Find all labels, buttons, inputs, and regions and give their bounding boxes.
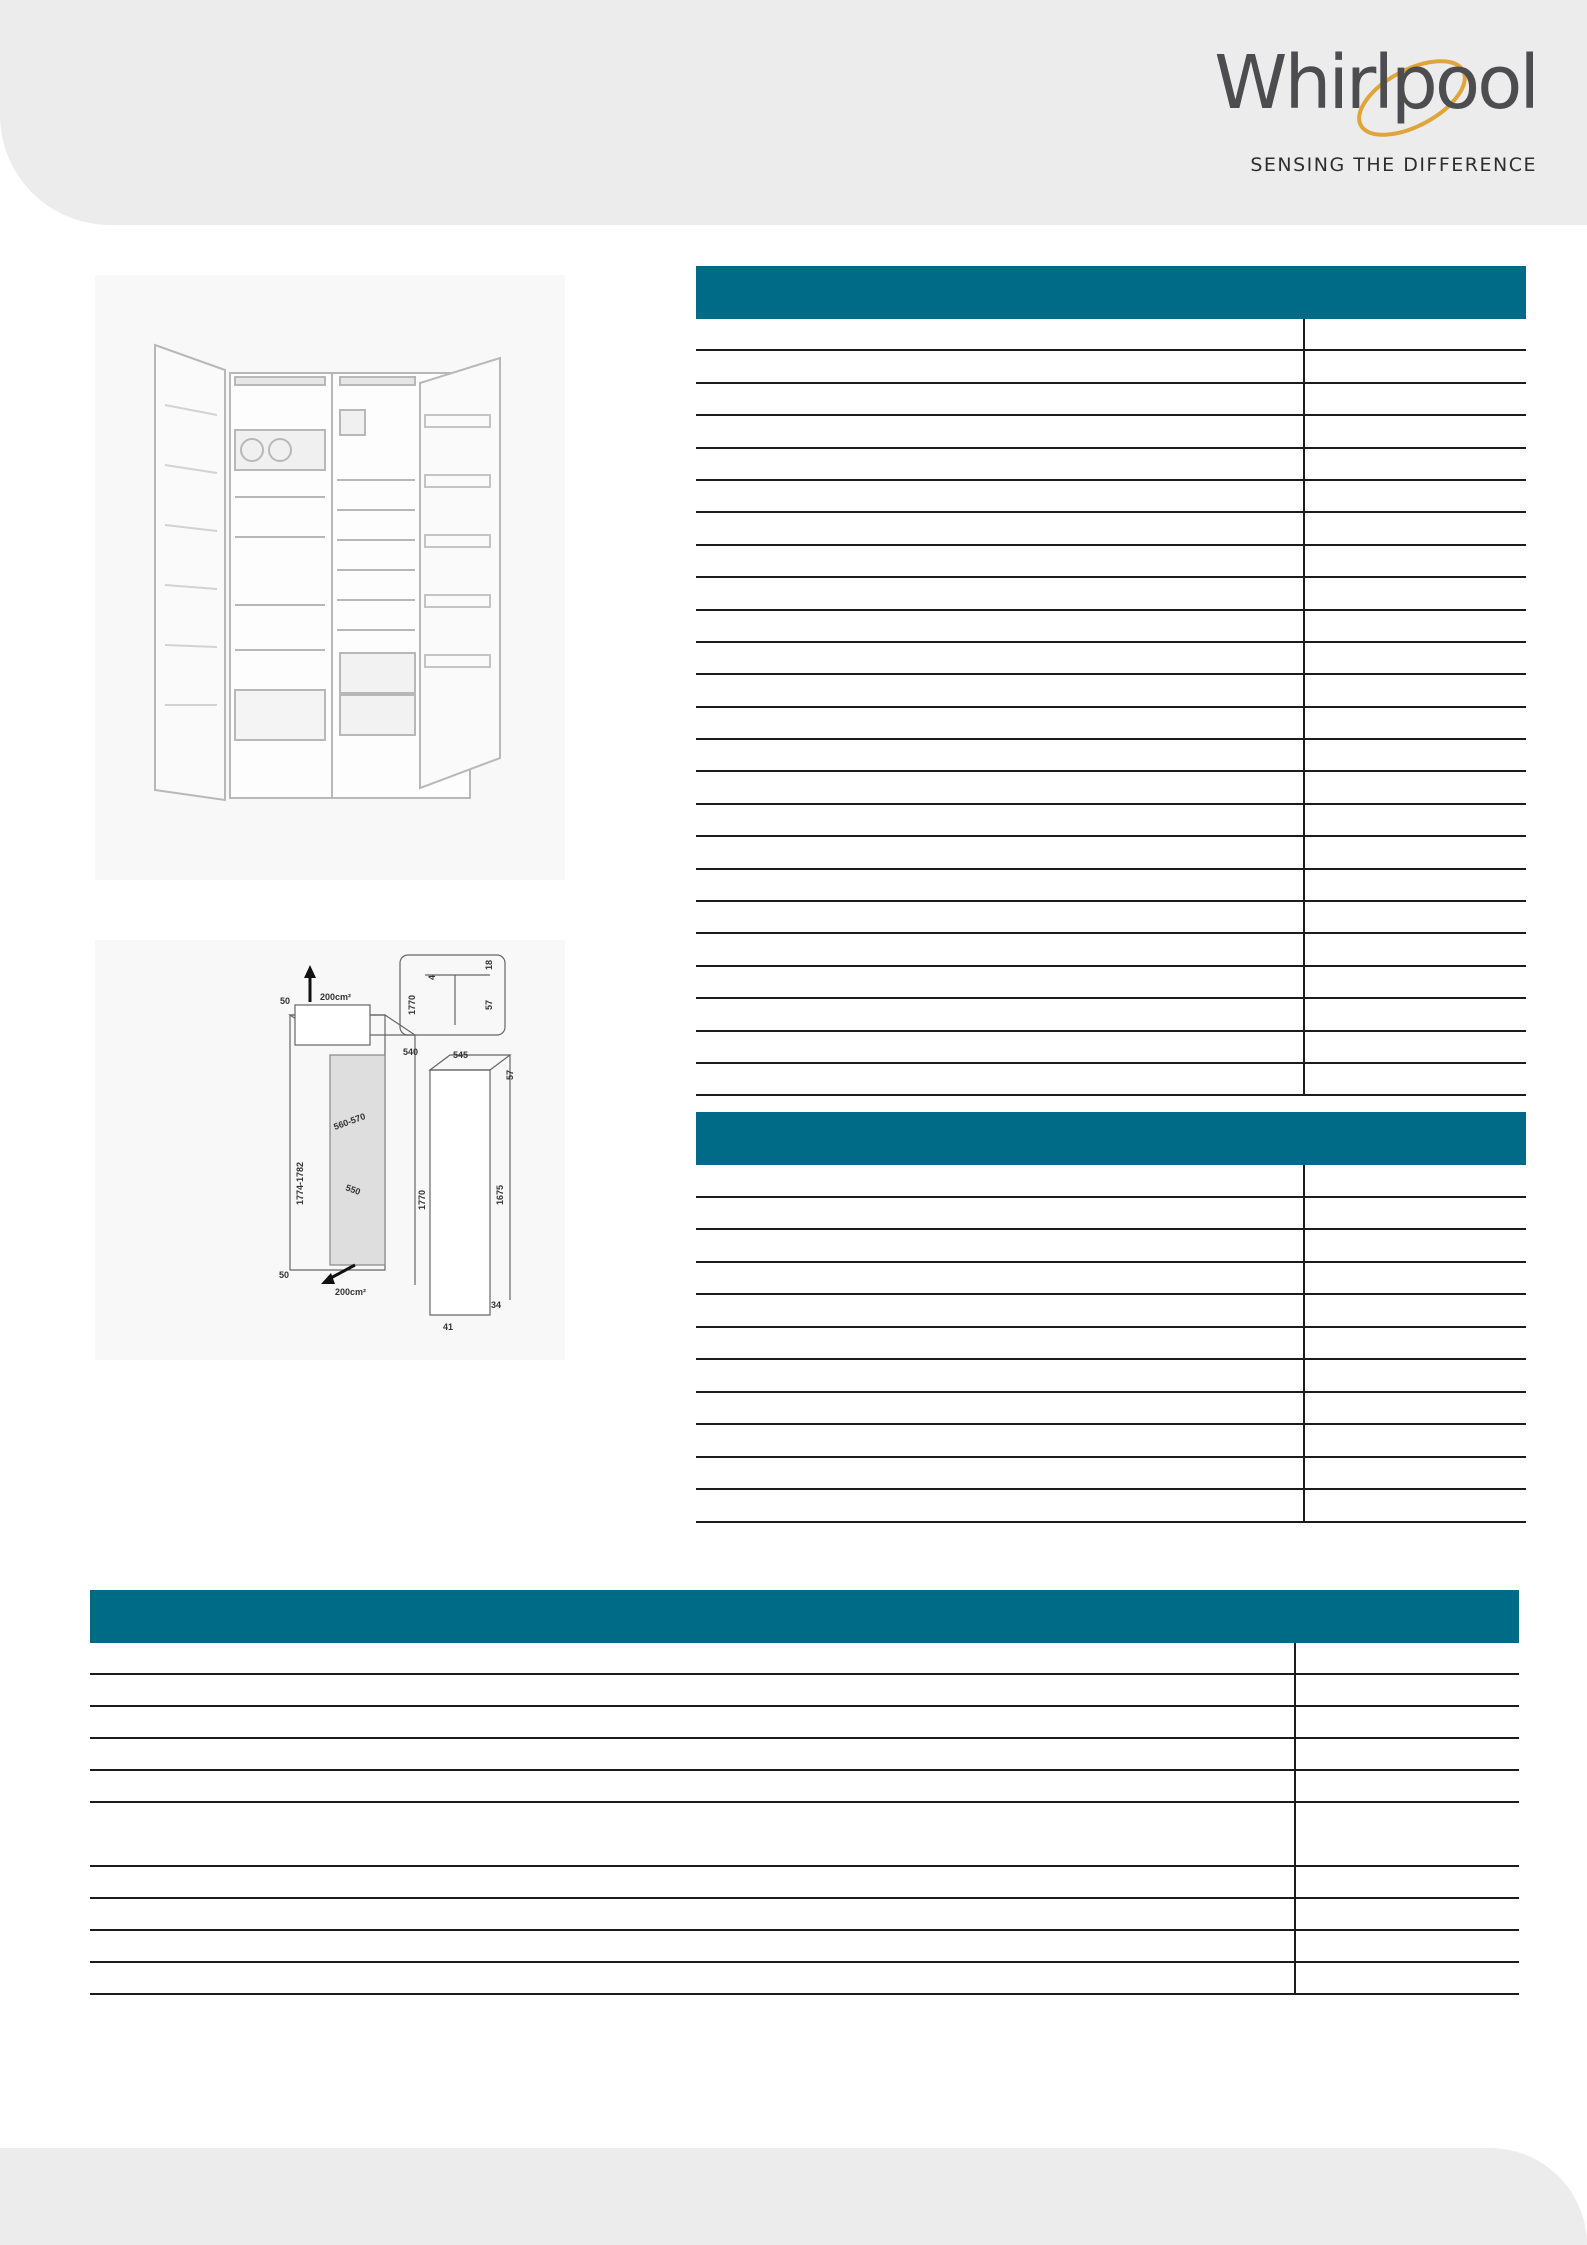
dim-label: 18 [484, 959, 494, 970]
spec-row-divider [1303, 1458, 1305, 1489]
spec-row-divider [1294, 1803, 1296, 1865]
spec-row-divider [1294, 1963, 1296, 1993]
spec-row-divider [1303, 1032, 1305, 1062]
dim-label: 1675 [495, 1184, 505, 1205]
spec-row-divider [1303, 384, 1305, 414]
spec-row-divider [1303, 934, 1305, 964]
spec-row [696, 1425, 1526, 1458]
spec-row [696, 1295, 1526, 1328]
spec-row [696, 546, 1526, 578]
spec-row-divider [1303, 837, 1305, 867]
spec-row [696, 772, 1526, 804]
spec-row [90, 1867, 1519, 1899]
spec-row-divider [1303, 643, 1305, 673]
spec-row-divider [1303, 351, 1305, 381]
spec-row [696, 351, 1526, 383]
spec-row [696, 1230, 1526, 1263]
spec-row-divider [1294, 1931, 1296, 1961]
spec-row [90, 1963, 1519, 1995]
spec-row [696, 449, 1526, 481]
spec-row-divider [1303, 1328, 1305, 1359]
dim-label: 57 [484, 999, 494, 1010]
logo-wordmark: Whirlpool [1214, 40, 1537, 126]
spec-row [696, 1032, 1526, 1064]
spec-row [90, 1707, 1519, 1739]
spec-row [696, 513, 1526, 545]
spec-row [696, 1360, 1526, 1393]
spec-row [696, 1328, 1526, 1361]
spec-row [696, 675, 1526, 707]
spec-row [696, 967, 1526, 999]
dim-label: 34 [491, 1300, 502, 1310]
spec-row [696, 902, 1526, 934]
spec-row [696, 1165, 1526, 1198]
spec-row [696, 643, 1526, 675]
dim-label: 50 [280, 996, 291, 1006]
spec-row-divider [1303, 611, 1305, 641]
spec-row [696, 1263, 1526, 1296]
dim-label: 1774-1782 [295, 1161, 305, 1205]
spec-row [90, 1739, 1519, 1771]
spec-row-divider [1294, 1675, 1296, 1705]
spec-row-divider [1303, 1490, 1305, 1521]
spec-row [696, 740, 1526, 772]
spec-row [90, 1899, 1519, 1931]
spec-row-divider [1303, 1393, 1305, 1424]
spec-row [696, 1393, 1526, 1426]
spec-table-header [696, 1112, 1526, 1165]
dim-label: 1770 [417, 1189, 427, 1210]
dim-label: 4 [427, 974, 437, 980]
spec-row-divider [1303, 1425, 1305, 1456]
spec-row-divider [1303, 805, 1305, 835]
spec-row [696, 384, 1526, 416]
spec-row [90, 1675, 1519, 1707]
dim-label: 57 [505, 1069, 515, 1080]
spec-row-divider [1303, 902, 1305, 932]
dim-label: 1770 [407, 994, 417, 1015]
spec-row-divider [1303, 578, 1305, 608]
spec-table-header [696, 266, 1526, 319]
spec-row [696, 999, 1526, 1031]
spec-row [696, 1458, 1526, 1491]
spec-row-divider [1294, 1643, 1296, 1673]
spec-row [696, 611, 1526, 643]
spec-row-divider [1303, 1165, 1305, 1196]
spec-row [696, 708, 1526, 740]
dim-label: 550 [344, 1182, 362, 1198]
spec-row [696, 416, 1526, 448]
spec-table-header [90, 1590, 1519, 1643]
footer-band [0, 2148, 1587, 2245]
dim-label: 200cm² [320, 992, 352, 1002]
spec-row-divider [1303, 870, 1305, 900]
spec-row [696, 578, 1526, 610]
dim-label: 41 [443, 1322, 454, 1332]
spec-row-divider [1303, 967, 1305, 997]
spec-table-top [696, 266, 1526, 1096]
spec-row-divider [1303, 546, 1305, 576]
spec-row [696, 837, 1526, 869]
spec-row-divider [1303, 449, 1305, 479]
spec-row-divider [1303, 513, 1305, 543]
dim-label: 545 [453, 1050, 469, 1060]
spec-row-divider [1303, 1064, 1305, 1094]
spec-row [90, 1803, 1519, 1867]
dim-label: 540 [403, 1047, 419, 1057]
spec-row-divider [1303, 416, 1305, 446]
dim-label: 200cm² [335, 1287, 367, 1297]
dim-label: 560-570 [332, 1111, 367, 1132]
spec-row-divider [1303, 708, 1305, 738]
spec-row [90, 1931, 1519, 1963]
spec-row-divider [1303, 675, 1305, 705]
spec-row [696, 319, 1526, 351]
spec-row [90, 1643, 1519, 1675]
spec-row-divider [1303, 319, 1305, 349]
spec-row [696, 481, 1526, 513]
spec-row [696, 1490, 1526, 1523]
spec-row-divider [1303, 1198, 1305, 1229]
spec-row [696, 934, 1526, 966]
spec-table-middle [696, 1112, 1526, 1523]
spec-row-divider [1303, 999, 1305, 1029]
spec-row-divider [1303, 1360, 1305, 1391]
spec-row-divider [1303, 1263, 1305, 1294]
spec-row-divider [1303, 481, 1305, 511]
installation-drawing [95, 940, 565, 1360]
spec-row [696, 1064, 1526, 1096]
spec-row-divider [1294, 1771, 1296, 1801]
spec-row [696, 805, 1526, 837]
spec-row-divider [1294, 1739, 1296, 1769]
spec-row-divider [1303, 1230, 1305, 1261]
spec-row-divider [1294, 1899, 1296, 1929]
spec-row-divider [1303, 1295, 1305, 1326]
spec-row-divider [1294, 1707, 1296, 1737]
whirlpool-logo [1214, 40, 1537, 190]
product-photo [95, 275, 565, 880]
spec-row [90, 1771, 1519, 1803]
spec-table-bottom [90, 1590, 1519, 1995]
spec-row-divider [1303, 772, 1305, 802]
spec-row-divider [1303, 740, 1305, 770]
spec-row-divider [1294, 1867, 1296, 1897]
dim-label: 50 [279, 1270, 290, 1280]
spec-row [696, 1198, 1526, 1231]
spec-row [696, 870, 1526, 902]
logo-tagline: SENSING THE DIFFERENCE [1250, 154, 1537, 176]
